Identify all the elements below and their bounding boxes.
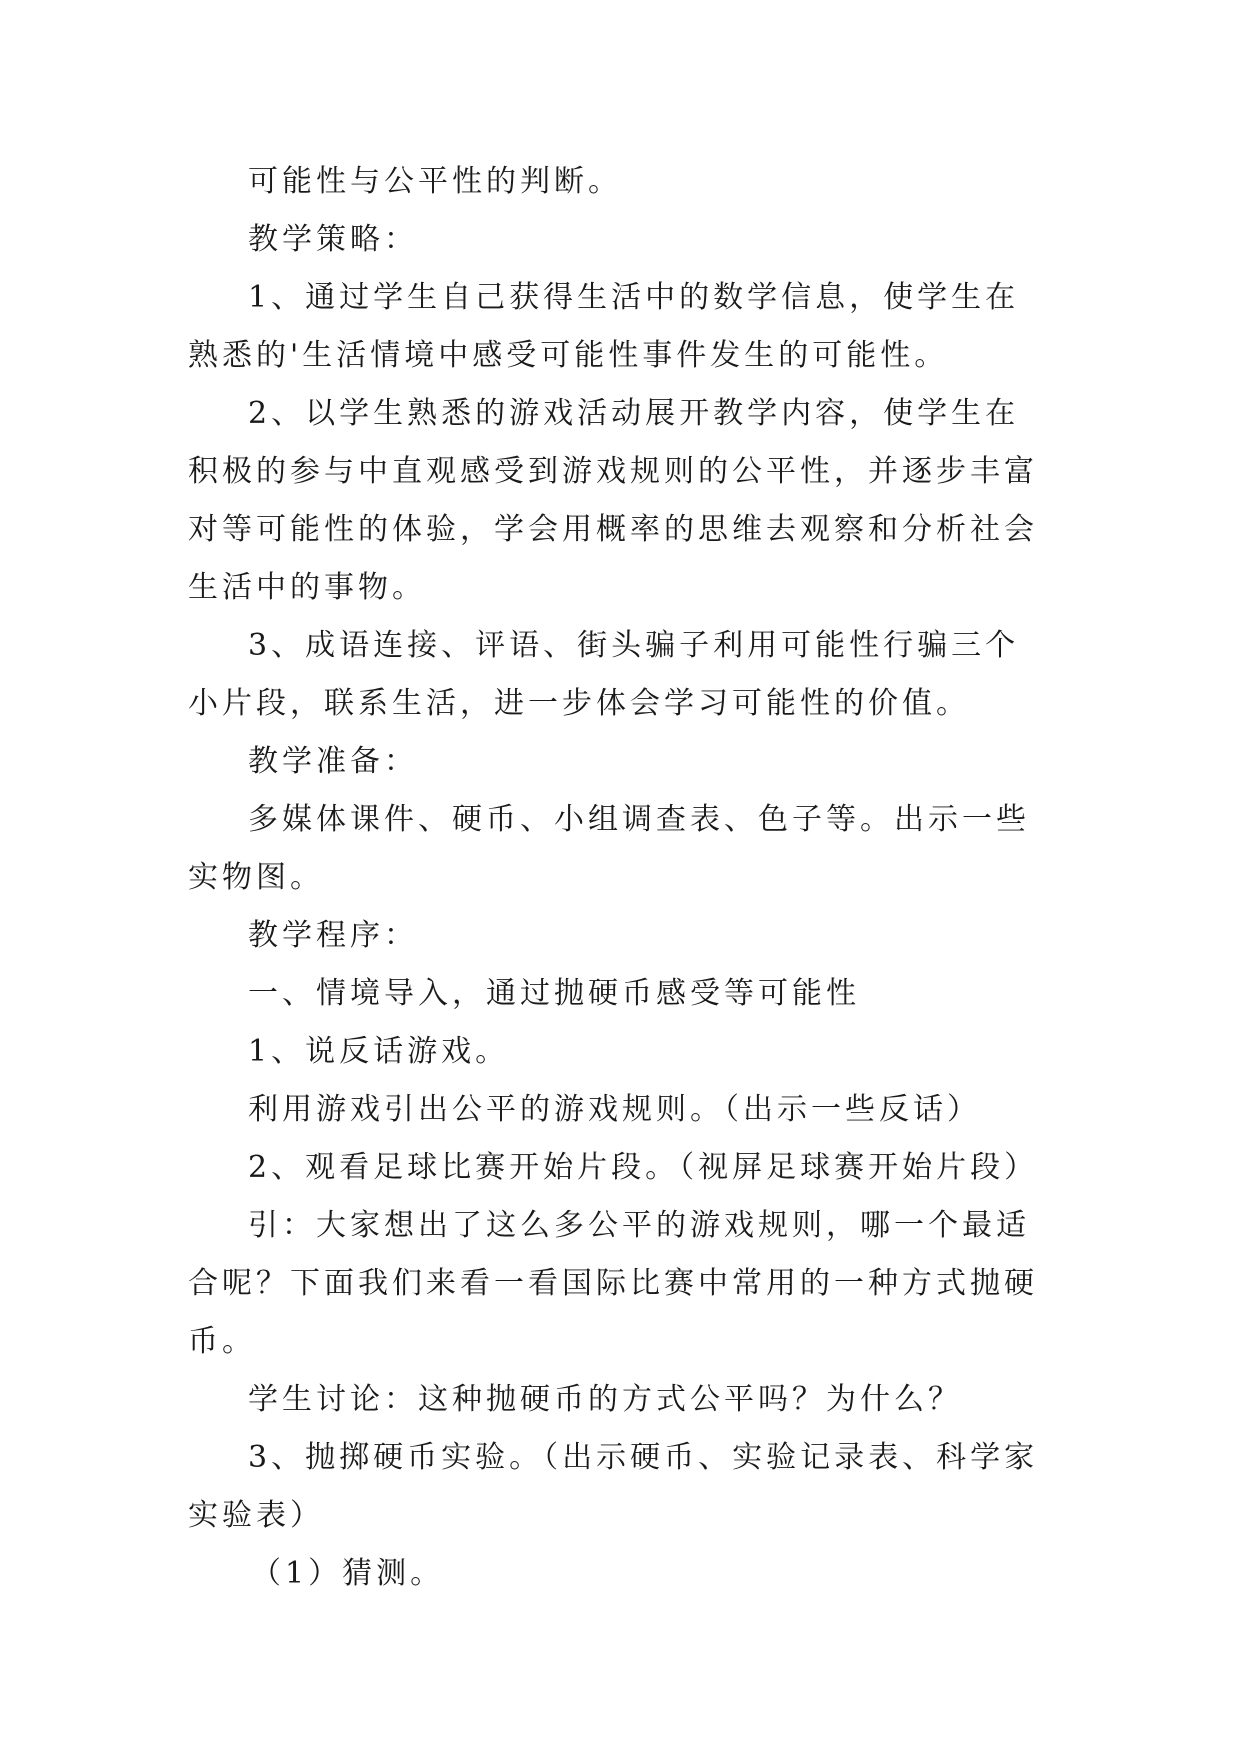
paragraph: 学生讨论：这种抛硬币的方式公平吗？为什么？ [248,1382,962,1417]
paragraph: 一、情境导入，通过抛硬币感受等可能性 [248,976,860,1011]
paragraph: 2、以学生熟悉的游戏活动展开教学内容，使学生在积极的参与中直观感受到游戏规则的公平性，并逐步丰富对等可能性的体验，学会用概率的思维去观察和分析社会生活中的事物。 [188,396,1038,605]
paragraph: 利用游戏引出公平的游戏规则。（出示一些反话） [248,1092,981,1127]
paragraph: 多媒体课件、硬币、小组调查表、色子等。出示一些实物图。 [188,802,1030,895]
paragraph: （1）猜测。 [251,1556,445,1591]
document-body [188,153,1050,1603]
paragraph: 3、抛掷硬币实验。（出示硬币、实验记录表、科学家实验表） [188,1440,1039,1533]
paragraph: 3、成语连接、评语、街头骗子利用可能性行骗三个小片段，联系生活，进一步体会学习可能性的价值。 [188,628,1020,721]
section-heading-procedure: 教学程序： [248,918,418,953]
section-heading-preparation: 教学准备： [248,744,418,779]
section-heading-strategy: 教学策略： [248,222,418,257]
paragraph: 1、通过学生自己获得生活中的数学信息，使学生在熟悉的'生活情境中感受可能性事件发生的可能性。 [188,280,1020,373]
paragraph: 引：大家想出了这么多公平的游戏规则，哪一个最适合呢？下面我们来看一看国际比赛中常用的一种方式抛硬币。 [188,1208,1038,1359]
paragraph: 可能性与公平性的判断。 [248,164,622,199]
paragraph: 1、说反话游戏。 [248,1034,510,1069]
paragraph: 2、观看足球比赛开始片段。（视屏足球赛开始片段） [248,1150,1039,1185]
